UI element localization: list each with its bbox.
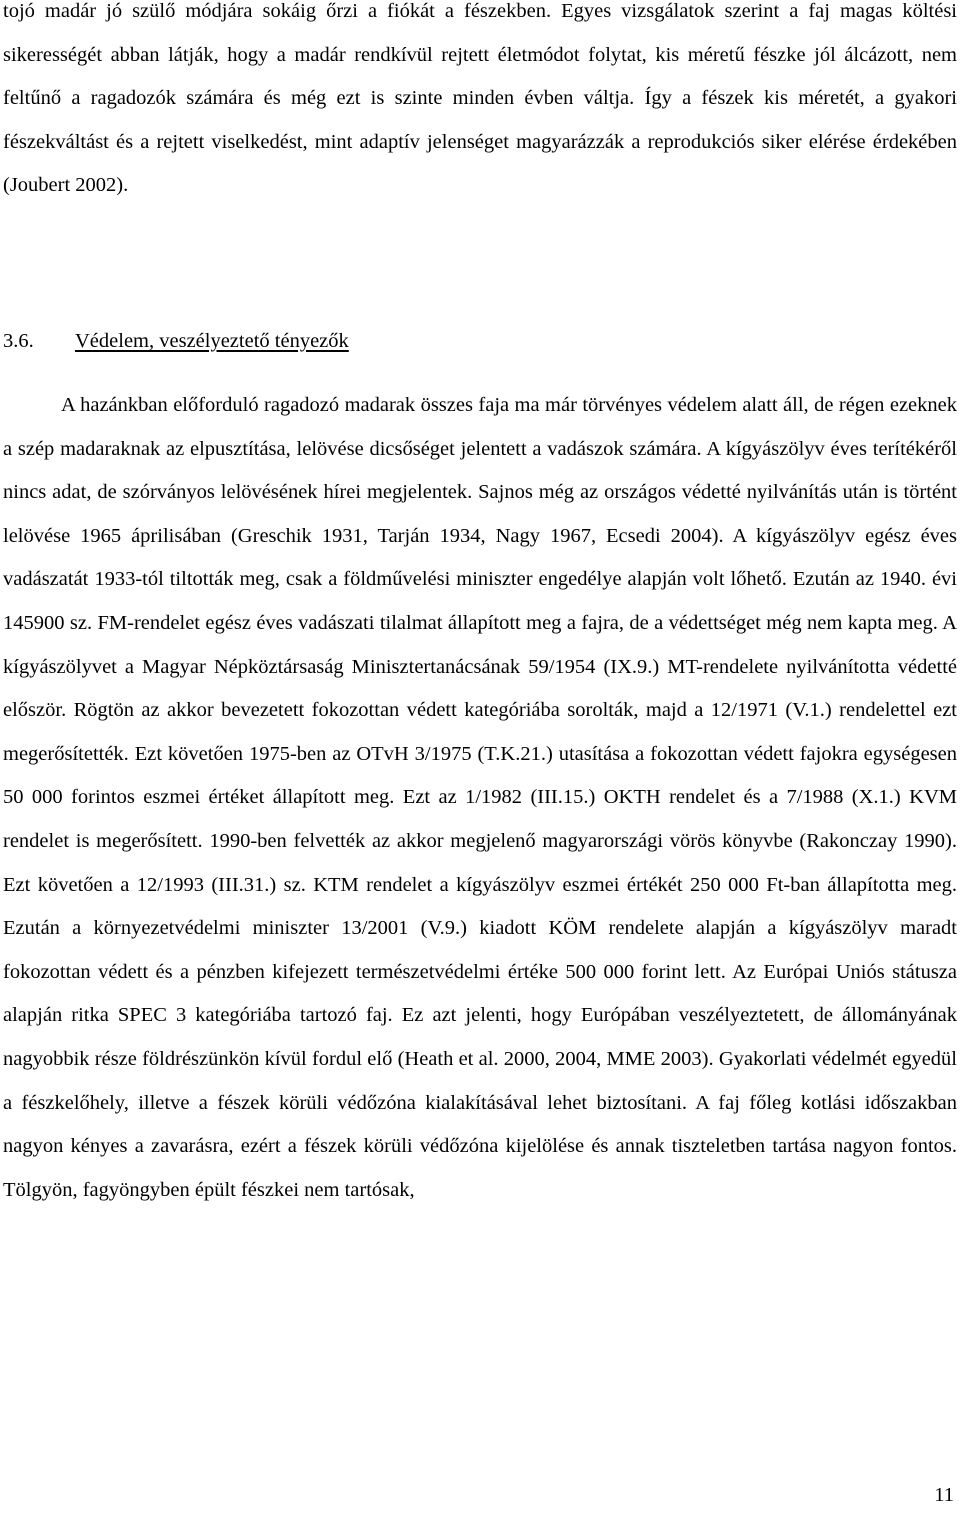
section-heading [3,326,349,356]
page-number: 11 [934,1484,954,1506]
section-title: Védelem, veszélyeztető tényezők [75,330,349,352]
body-paragraph-continuation: tojó madár jó szülő módjára sokáig őrzi a fiókát a fészekben. Egyes vizsgálatok szerint a faj magas költési sikerességét abban látják, hogy a madár rendkívül rejtett életmódot folytat, kis méretű fészke jól álcázott, nem feltűnő a ragadozók számára és még ezt is szinte minden évben váltja. Így a fészek kis méretét, a gyakori fészekváltást és a rejtett viselkedést, mint adaptív jelenséget magyarázzák a reprodukciós siker elérése érdekében (Joubert 2002). [3,0,957,197]
section-number: 3.6. [3,330,34,352]
body-paragraph-protection: A hazánkban előforduló ragadozó madarak összes faja ma már törvényes védelem alatt áll, de régen ezeknek a szép madaraknak az elpusztítása, lelövése dicsőséget jelentett a vadászok számára. A kígyászölyv éves terítékéről nincs adat, de szórványos lelövésének hírei megjelentek. Sajnos még az országos védetté nyilvánítás után is történt lelövése 1965 áprilisában (Greschik 1931, Tarján 1934, Nagy 1967, Ecsedi 2004). A kígyászölyv egész éves vadászatát 1933-tól tiltották meg, csak a földművelési miniszter engedélye alapján volt lőhető. Ezután az 1940. évi 145900 sz. FM-rendelet egész éves vadászati tilalmat állapított meg a fajra, de a védettséget még nem kapta meg. A kígyászölyvet a Magyar Népköztársaság Minisztertanácsának 59/1954 (IX.9.) MT-rendelete nyilvánította védetté először. Rögtön az akkor bevezetett fokozottan védett kategóriába sorolták, majd a 12/1971 (V.1.) rendelettel ezt megerősítették. Ezt követően 1975-ben az OTvH 3/1975 (T.K.21.) utasítása a fokozottan védett fajokra egységesen 50 000 forintos eszmei értéket állapított meg. Ezt az 1/1982 (III.15.) OKTH rendelet és a 7/1988 (X.1.) KVM rendelet is megerősített. 1990-ben felvették az akkor megjelenő magyarországi vörös könyvbe (Rakonczay 1990). Ezt követően a 12/1993 (III.31.) sz. KTM rendelet a kígyászölyv eszmei értékét 250 000 Ft-ban állapította meg. Ezután a környezetvédelmi miniszter 13/2001 (V.9.) kiadott KÖM rendelete alapján a kígyászölyv maradt fokozottan védett és a pénzben kifejezett természetvédelmi értéke 500 000 forint lett. Az Európai Uniós státusza alapján ritka SPEC 3 kategóriába tartozó faj. Ez azt jelenti, hogy Európában veszélyeztetett, de állományának nagyobbik része földrészünkön kívül fordul elő (Heath et al. 2000, 2004, MME 2003). Gyakorlati védelmét egyedül a fészkelőhely, illetve a fészek körüli védőzóna kialakításával lehet biztosítani. A faj főleg kotlási időszakban nagyon kényes a zavarásra, ezért a fészek körüli védőzóna kijelölése és annak tiszteletben tartása nagyon fontos. Tölgyön, fagyöngyben épült fészkei nem tartósak, [3,394,957,1201]
